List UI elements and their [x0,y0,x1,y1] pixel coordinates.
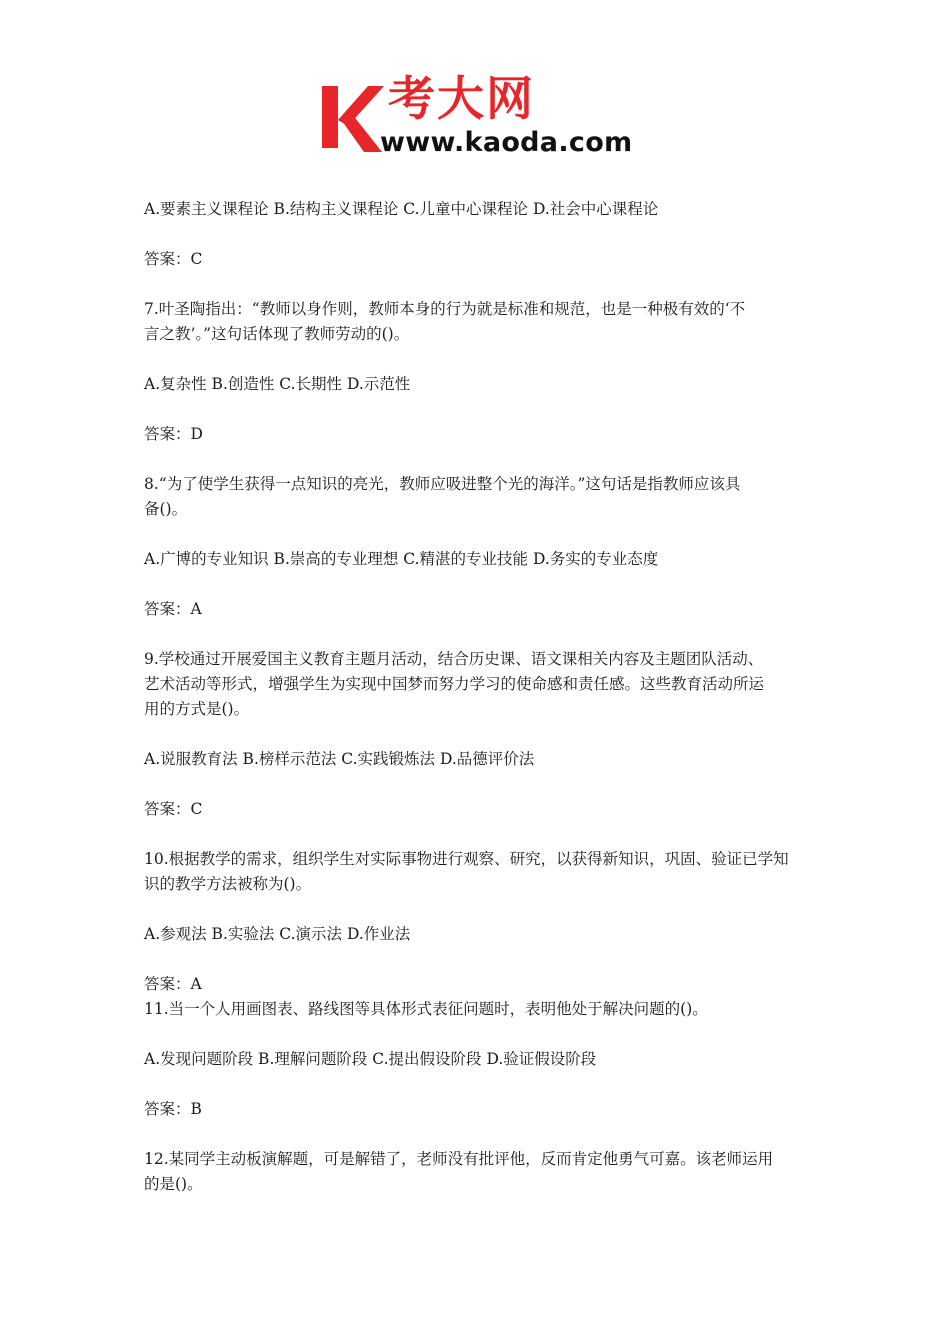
question-line: 用的方式是()。 [144,700,250,718]
question-line: 的是()。 [144,1175,203,1193]
spacer [144,397,810,422]
question-line: 8.“为了使学生获得一点知识的亮光，教师应吸进整个光的海洋。”这句话是指教师应该具 [144,475,741,493]
kaoda-logo [318,72,638,160]
question-line: 7.叶圣陶指出：“教师以身作则，教师本身的行为就是标准和规范，也是一种极有效的‘不 [144,300,746,318]
answer-line: 答案：C [144,250,203,268]
question-line: 艺术活动等形式，增强学生为实现中国梦而努力学习的使命感和责任感。这些教育活动所运 [144,675,765,693]
logo-chinese-name: 考大网 [388,72,535,127]
options-line: A.复杂性 B.创造性 C.长期性 D.示范性 [144,375,411,393]
options-line: A.参观法 B.实验法 C.演示法 D.作业法 [144,925,411,943]
question-line: 识的教学方法被称为()。 [144,875,312,893]
answer-line: 答案：C [144,800,203,818]
spacer [144,897,810,922]
question-line: 9.学校通过开展爱国主义教育主题月活动，结合历史课、语文课相关内容及主题团队活动、 [144,650,764,668]
question-line: 言之教’。”这句话体现了教师劳动的()。 [144,325,410,343]
question-line: 备()。 [144,500,188,518]
question-line: 10.根据教学的需求，组织学生对实际事物进行观察、研究，以获得新知识，巩固、验证已学知 [144,850,789,868]
text-line: A.要素主义课程论 B.结构主义课程论 C.儿童中心课程论 D.社会中心课程论 [144,200,659,218]
answer-line: 答案：A [144,975,202,993]
question-line: 12.某同学主动板演解题，可是解错了，老师没有批评他，反而肯定他勇气可嘉。该老师运用 [144,1150,774,1168]
spacer [144,1072,810,1097]
spacer [144,572,810,597]
spacer [144,522,810,547]
answer-line: 答案：A [144,600,202,618]
spacer [144,347,810,372]
spacer [144,622,810,647]
spacer [144,447,810,472]
question-line: 11.当一个人用画图表、路线图等具体形式表征问题时，表明他处于解决问题的()。 [144,1000,708,1018]
document-body [144,197,810,1197]
logo-url: www.kaoda.com [380,127,633,158]
spacer [144,822,810,847]
spacer [144,1122,810,1147]
spacer [144,272,810,297]
options-line: A.发现问题阶段 B.理解问题阶段 C.提出假设阶段 D.验证假设阶段 [144,1050,597,1068]
answer-line: 答案：D [144,425,203,443]
spacer [144,1022,810,1047]
options-line: A.说服教育法 B.榜样示范法 C.实践锻炼法 D.品德评价法 [144,750,535,768]
spacer [144,947,810,972]
spacer [144,772,810,797]
k-logo-icon [318,82,384,154]
spacer [144,722,810,747]
options-line: A.广博的专业知识 B.崇高的专业理想 C.精湛的专业技能 D.务实的专业态度 [144,550,659,568]
spacer [144,222,810,247]
answer-line: 答案：B [144,1100,202,1118]
